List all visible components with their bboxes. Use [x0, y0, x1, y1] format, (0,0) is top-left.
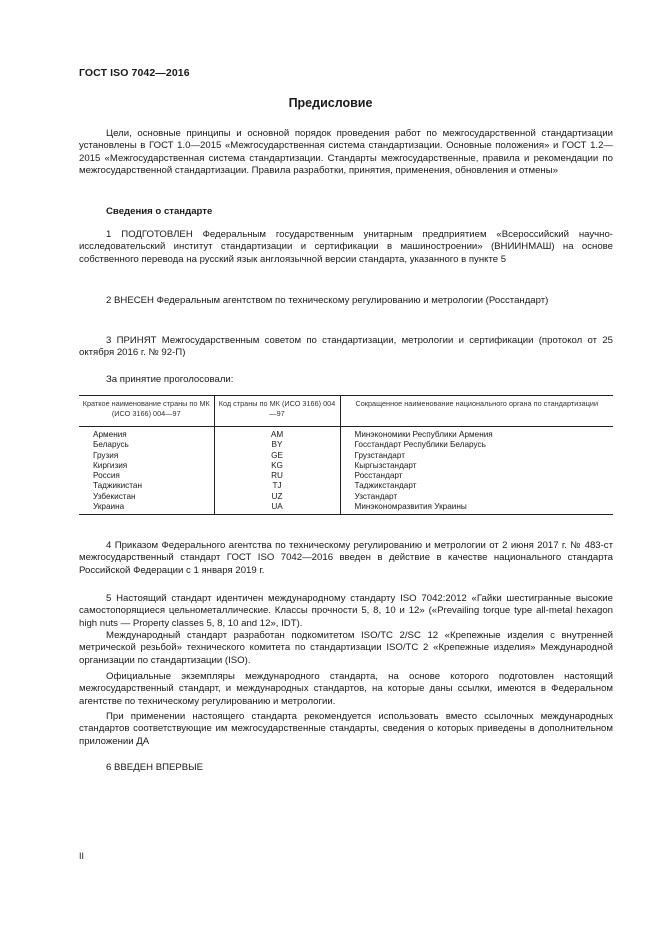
- code-cell: RU: [214, 471, 340, 481]
- country-cell: Киргизия: [93, 460, 128, 470]
- section-subheading: Сведения о стандарте: [106, 206, 213, 217]
- item-1-paragraph: 1 ПОДГОТОВЛЕН Федеральным государственным унитарным предприятием «Всероссийский научно-исследовательский институт стандартизации и сертификации в машиностроении» (ВНИИНМАШ) на основе собственного перевода на русский язык англоязычной версии стандарта, указанного в пункте 5: [79, 229, 613, 265]
- table-row: [79, 481, 613, 491]
- code-cell: TJ: [214, 481, 340, 491]
- item-3-paragraph: 3 ПРИНЯТ Межгосударственным советом по стандартизации, метрологии и сертификации (протокол от 25 октября 2016 г. № 92-П): [79, 335, 613, 359]
- country-cell: Узбекистан: [93, 491, 136, 501]
- code-cell: UZ: [214, 492, 340, 502]
- table-row: [79, 471, 613, 481]
- code-cell: BY: [214, 440, 340, 450]
- item-5-paragraph: 5 Настоящий стандарт идентичен международному стандарту ISO 7042:2012 «Гайки шестигранные высокие самостопорящиеся цельнометаллические. Классы прочности 5, 8, 10 и 12» («Prevailing torque type all-metal hexagon high nuts — Property classes 5, 8, 10 and 12», IDT).: [79, 593, 613, 629]
- body-cell: Кыргызстандарт: [340, 461, 613, 471]
- country-cell: Грузия: [93, 450, 119, 460]
- code-cell: GE: [214, 451, 340, 461]
- table-row: [79, 427, 613, 441]
- country-cell: Беларусь: [93, 440, 129, 450]
- country-cell: Россия: [93, 471, 120, 481]
- intro-paragraph: Цели, основные принципы и основной порядок проведения работ по межгосударственной стандартизации установлены в ГОСТ 1.0—2015 «Межгосударственная система стандартизации. Основные положения» и ГОСТ 1.2—2015 «Межгосударственная система стандартизации. Стандарты межгосударственные, правила и рекомендации по межгосударственной стандартизации. Правила разработки, принятия, применения, обновления и отмены»: [79, 128, 613, 177]
- body-cell: Росстандарт: [340, 471, 613, 481]
- code-cell: UA: [214, 502, 340, 515]
- document-header: ГОСТ ISO 7042—2016: [79, 67, 190, 79]
- item-5-copies-paragraph: Официальные экземпляры международного стандарта, на основе которого подготовлен настоящий межгосударственный стандарт, и международных стандартов, на которые даны ссылки, имеются в Федеральном агентстве по техническому регулированию и метрологии.: [79, 671, 613, 707]
- table-row: [79, 440, 613, 450]
- table-row: [79, 502, 613, 515]
- country-cell: Армения: [93, 430, 127, 439]
- table-header-row: [79, 396, 613, 427]
- country-cell: Таджикистан: [93, 481, 142, 491]
- column-header-body: Сокращенное наименование национального органа по стандартизации: [340, 396, 613, 427]
- page-number: II: [79, 851, 85, 861]
- body-cell: Таджикстандарт: [340, 481, 613, 491]
- table-row: [79, 451, 613, 461]
- body-cell: Минэкономразвития Украины: [340, 502, 613, 515]
- item-6-paragraph: 6 ВВЕДЕН ВПЕРВЫЕ: [106, 762, 204, 773]
- code-cell: AM: [214, 427, 340, 441]
- voted-label: За принятие проголосовали:: [106, 374, 234, 385]
- page-title: Предисловие: [288, 96, 373, 110]
- body-cell: Грузстандарт: [340, 451, 613, 461]
- table-row: [79, 492, 613, 502]
- country-cell: Украина: [79, 502, 214, 515]
- body-cell: Минэкономики Республики Армения: [340, 427, 613, 441]
- item-5-application-paragraph: При применении настоящего стандарта рекомендуется использовать вместо ссылочных международных стандартов соответствующие им межгосударственные стандарты, сведения о которых приведены в дополнительном приложении ДА: [79, 711, 613, 747]
- voting-table: [79, 395, 613, 515]
- item-4-paragraph: 4 Приказом Федерального агентства по техническому регулированию и метрологии от 2 июня 2017 г. № 483-ст межгосударственный стандарт ГОСТ ISO 7042—2016 введен в действие в качестве национального стандарта Российской Федерации с 1 января 2019 г.: [79, 540, 613, 576]
- code-cell: KG: [214, 461, 340, 471]
- item-2-paragraph: 2 ВНЕСЕН Федеральным агентством по техническому регулированию и метрологии (Росстандарт): [106, 295, 549, 306]
- table-row: [79, 461, 613, 471]
- item-5-committee-paragraph: Международный стандарт разработан подкомитетом ISO/TC 2/SC 12 «Крепежные изделия с внутренней метрической резьбой» технического комитета по стандартизации ISO/TC 2 «Крепежные изделия» Международной организации по стандартизации (ISO).: [79, 630, 613, 666]
- body-cell: Госстандарт Республики Беларусь: [340, 440, 613, 450]
- column-header-code: Код страны по МК (ИСО 3166) 004—97: [214, 396, 340, 427]
- body-cell: Узстандарт: [340, 492, 613, 502]
- column-header-country: Краткое наименование страны по МК (ИСО 3166) 004—97: [79, 396, 214, 427]
